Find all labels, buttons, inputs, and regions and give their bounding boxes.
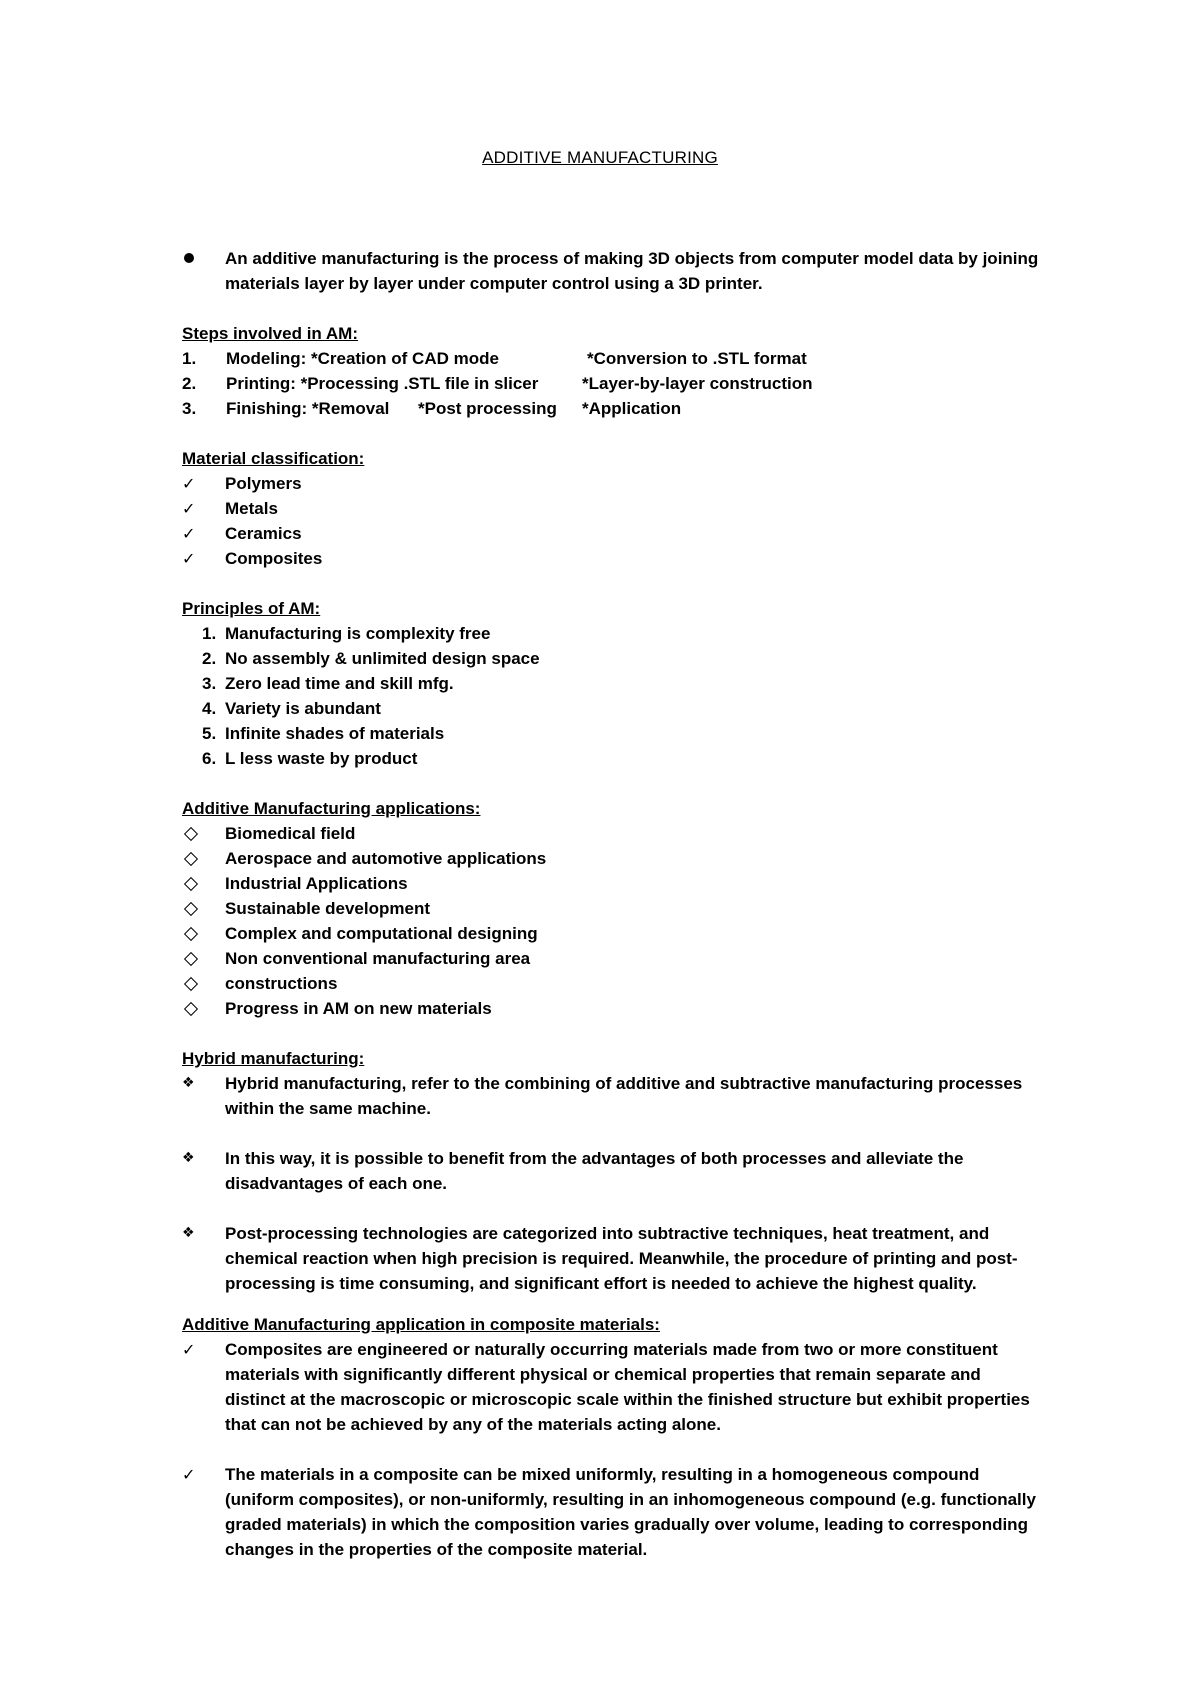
check-icon: ✓ <box>182 474 196 493</box>
material-label: Ceramics <box>225 524 302 543</box>
step-detail: *Post processing <box>418 399 557 418</box>
four-diamond-icon: ❖ <box>182 1150 195 1166</box>
composite-text: Composites are engineered or naturally occurring materials made from two or more constituent materials with significantly different physical or chemical properties that remain separate and distinct at the macroscopic or microscopic scale within the finished structure but exhibit properties that can not be achieved by any of the materials acting alone. <box>225 1340 1030 1434</box>
list-item <box>182 946 1042 971</box>
list-item <box>182 1462 1042 1562</box>
list-item <box>182 996 1042 1021</box>
check-icon: ✓ <box>182 524 196 543</box>
application-text: Sustainable development <box>225 899 430 918</box>
applications-heading: Additive Manufacturing applications: <box>182 799 481 818</box>
step-detail: *Application <box>582 399 682 418</box>
list-item <box>182 971 1042 996</box>
list-item <box>182 1146 1042 1196</box>
list-item <box>182 746 1042 771</box>
principle-text: Manufacturing is complexity free <box>225 624 491 643</box>
diamond-icon <box>184 977 198 991</box>
step-detail: *Layer-by-layer construction <box>582 374 813 393</box>
application-text: Complex and computational designing <box>225 924 538 943</box>
principle-text: Zero lead time and skill mfg. <box>225 674 454 693</box>
list-number: 5. <box>202 724 217 743</box>
step-number: 1. <box>182 349 197 368</box>
composite-text: The materials in a composite can be mixed uniformly, resulting in a homogeneous compound (uniform composites), or non-uniformly, resulting in an inhomogeneous compound (e.g. functionally graded materials) in which the composition varies gradually over volume, leading to corresponding changes in the properties of the composite material. <box>225 1465 1036 1559</box>
material-label: Composites <box>225 549 323 568</box>
material-label: Metals <box>225 499 278 518</box>
list-item <box>182 1071 1042 1121</box>
step-number: 2. <box>182 374 197 393</box>
principle-text: Variety is abundant <box>225 699 381 718</box>
list-item <box>182 721 1042 746</box>
steps-row <box>182 396 1042 421</box>
principle-text: L less waste by product <box>225 749 418 768</box>
check-icon: ✓ <box>182 1465 196 1484</box>
list-item <box>182 521 1042 546</box>
diamond-icon <box>184 1002 198 1016</box>
check-icon: ✓ <box>182 499 196 518</box>
principle-text: No assembly & unlimited design space <box>225 649 540 668</box>
four-diamond-icon: ❖ <box>182 1225 195 1241</box>
steps-row <box>182 371 1042 396</box>
diamond-icon <box>184 902 198 916</box>
step-detail: *Conversion to .STL format <box>587 349 807 368</box>
hybrid-text: Post-processing technologies are categorized into subtractive techniques, heat treatment, and chemical reaction when high precision is required. Meanwhile, the procedure of printing and post-processing is time consuming, and significant effort is needed to achieve the highest quality. <box>225 1224 1018 1293</box>
list-number: 4. <box>202 699 217 718</box>
list-item <box>182 1221 1042 1296</box>
list-item <box>182 821 1042 846</box>
material-label: Polymers <box>225 474 302 493</box>
application-text: Non conventional manufacturing area <box>225 949 531 968</box>
list-item <box>182 646 1042 671</box>
hybrid-text: In this way, it is possible to benefit from the advantages of both processes and alleviate the disadvantages of each one. <box>225 1149 964 1193</box>
application-text: Industrial Applications <box>225 874 408 893</box>
hybrid-heading: Hybrid manufacturing: <box>182 1049 365 1068</box>
step-label: Finishing: *Removal <box>226 399 390 418</box>
diamond-icon <box>184 952 198 966</box>
composites-heading: Additive Manufacturing application in composite materials: <box>182 1315 660 1334</box>
materials-heading: Material classification: <box>182 449 365 468</box>
diamond-icon <box>184 877 198 891</box>
list-item <box>182 1337 1042 1437</box>
step-number: 3. <box>182 399 197 418</box>
application-text: Biomedical field <box>225 824 356 843</box>
application-text: Progress in AM on new materials <box>225 999 492 1018</box>
diamond-icon <box>184 852 198 866</box>
diamond-icon <box>184 827 198 841</box>
bullet-dot-icon <box>184 253 194 263</box>
check-icon: ✓ <box>182 549 196 568</box>
document-body <box>182 246 1042 1562</box>
list-item <box>182 846 1042 871</box>
steps-row <box>182 346 1042 371</box>
principles-list <box>182 621 1042 771</box>
document-title: ADDITIVE MANUFACTURING <box>482 148 718 167</box>
list-item <box>182 696 1042 721</box>
application-text: constructions <box>225 974 338 993</box>
step-label: Modeling: *Creation of CAD mode <box>226 349 499 368</box>
list-number: 6. <box>202 749 217 768</box>
principles-heading: Principles of AM: <box>182 599 321 618</box>
list-item <box>182 871 1042 896</box>
list-item <box>182 671 1042 696</box>
list-number: 3. <box>202 674 217 693</box>
diamond-icon <box>184 927 198 941</box>
hybrid-text: Hybrid manufacturing, refer to the combining of additive and subtractive manufacturing processes within the same machine. <box>225 1074 1023 1118</box>
list-item <box>182 471 1042 496</box>
steps-heading: Steps involved in AM: <box>182 324 359 343</box>
intro-paragraph <box>182 246 1042 296</box>
principle-text: Infinite shades of materials <box>225 724 445 743</box>
list-item <box>182 621 1042 646</box>
list-item <box>182 896 1042 921</box>
application-text: Aerospace and automotive applications <box>225 849 547 868</box>
four-diamond-icon: ❖ <box>182 1075 195 1091</box>
list-item <box>182 496 1042 521</box>
list-item <box>182 546 1042 571</box>
check-icon: ✓ <box>182 1340 196 1359</box>
list-number: 2. <box>202 649 217 668</box>
list-number: 1. <box>202 624 217 643</box>
intro-text: An additive manufacturing is the process of making 3D objects from computer model data by joining materials layer by layer under computer control using a 3D printer. <box>225 249 1039 293</box>
step-label: Printing: *Processing .STL file in slicer <box>226 374 539 393</box>
list-item <box>182 921 1042 946</box>
